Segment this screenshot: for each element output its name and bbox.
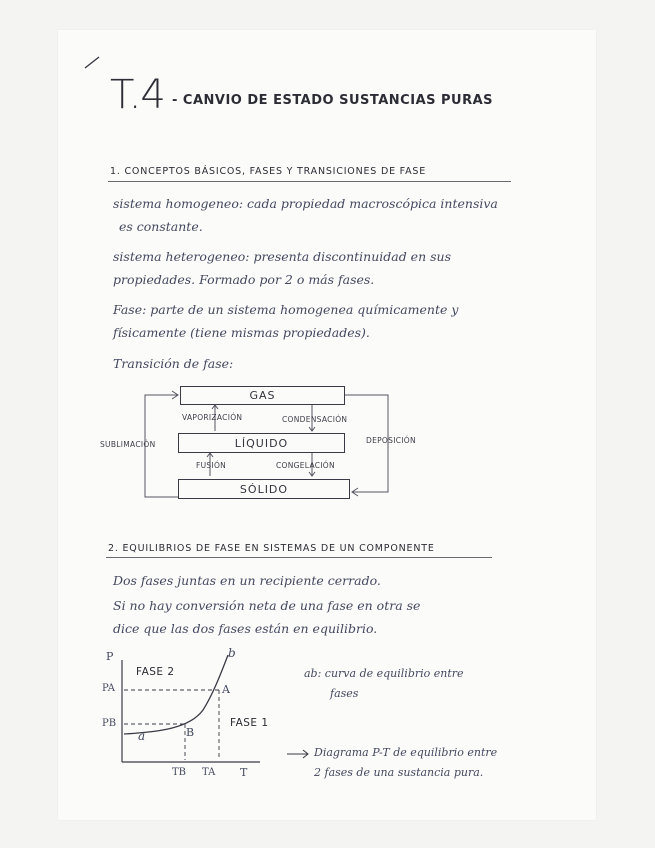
diagram-note-line1: Diagrama P-T de equilibrio entre (314, 746, 498, 759)
diagram-note-line2: 2 fases de una sustancia pura. (314, 766, 484, 779)
guide-lines (124, 690, 219, 760)
phase-transition-label: Transición de fase: (113, 356, 234, 371)
solid-box: SÓLIDO (178, 479, 350, 499)
point-b-label: B (186, 726, 195, 739)
heterogeneous-def-line1: sistema heterogeneo: presenta discontinuidad en sus (113, 249, 451, 264)
ta-label: TA (202, 767, 216, 778)
ab-note-line1: ab: curva de equilibrio entre (304, 667, 464, 680)
sublimation-label: SUBLIMACIÓN (100, 440, 156, 449)
phase-def-line2: físicamente (tiene mismas propiedades). (113, 325, 370, 340)
pa-label: PA (102, 683, 116, 694)
phase-def-line1: Fase: parte de un sistema homogenea químicamente y (113, 302, 459, 317)
section-2-underline (106, 557, 492, 558)
point-a-label: A (222, 683, 230, 696)
homogeneous-def-line1: sistema homogeneo: cada propiedad macroscópica intensiva (113, 196, 498, 211)
tb-label: TB (172, 767, 187, 778)
vaporization-label: VAPORIZACIÓN (182, 413, 243, 422)
section-2-para2-line2: dice que las dos fases están en equilibrio. (113, 621, 378, 636)
homogeneous-def-line2: es constante. (119, 219, 203, 234)
deposition-label: DEPOSICIÓN (366, 436, 416, 445)
liquid-box: LÍQUIDO (178, 433, 345, 453)
fusion-label: FUSIÓN (196, 461, 227, 470)
freezing-label: CONGELACIÓN (276, 461, 335, 470)
gas-box: GAS (180, 386, 345, 405)
p-axis-label: P (106, 650, 114, 663)
curve-start-label: a (138, 729, 146, 743)
note-arrow (287, 750, 308, 758)
condensation-label: CONDENSACIÓN (282, 415, 348, 424)
pb-label: PB (102, 718, 117, 729)
phase-2-label: FASE 2 (136, 666, 175, 678)
heterogeneous-def-line2: propiedades. Formado por 2 o más fases. (113, 272, 375, 287)
curve-end-label: b (228, 646, 236, 660)
section-2-para2-line1: Si no hay conversión neta de una fase en otra se (113, 598, 421, 613)
section-2-heading: 2. EQUILIBRIOS DE FASE EN SISTEMAS DE UN COMPONENTE (108, 543, 435, 554)
title-number: T.4 (110, 72, 165, 118)
section-1-underline (108, 181, 511, 182)
section-1-heading: 1. CONCEPTOS BÁSICOS, FASES Y TRANSICIONES DE FASE (110, 166, 427, 177)
ab-note-line2: fases (330, 687, 359, 700)
t-axis-label: T (240, 766, 248, 779)
phase-1-label: FASE 1 (230, 717, 269, 729)
section-2-para1: Dos fases juntas en un recipiente cerrado. (113, 573, 381, 588)
title-text: - CANVIO DE ESTADO SUSTANCIAS PURAS (172, 93, 494, 108)
corner-tick-mark (85, 57, 99, 68)
